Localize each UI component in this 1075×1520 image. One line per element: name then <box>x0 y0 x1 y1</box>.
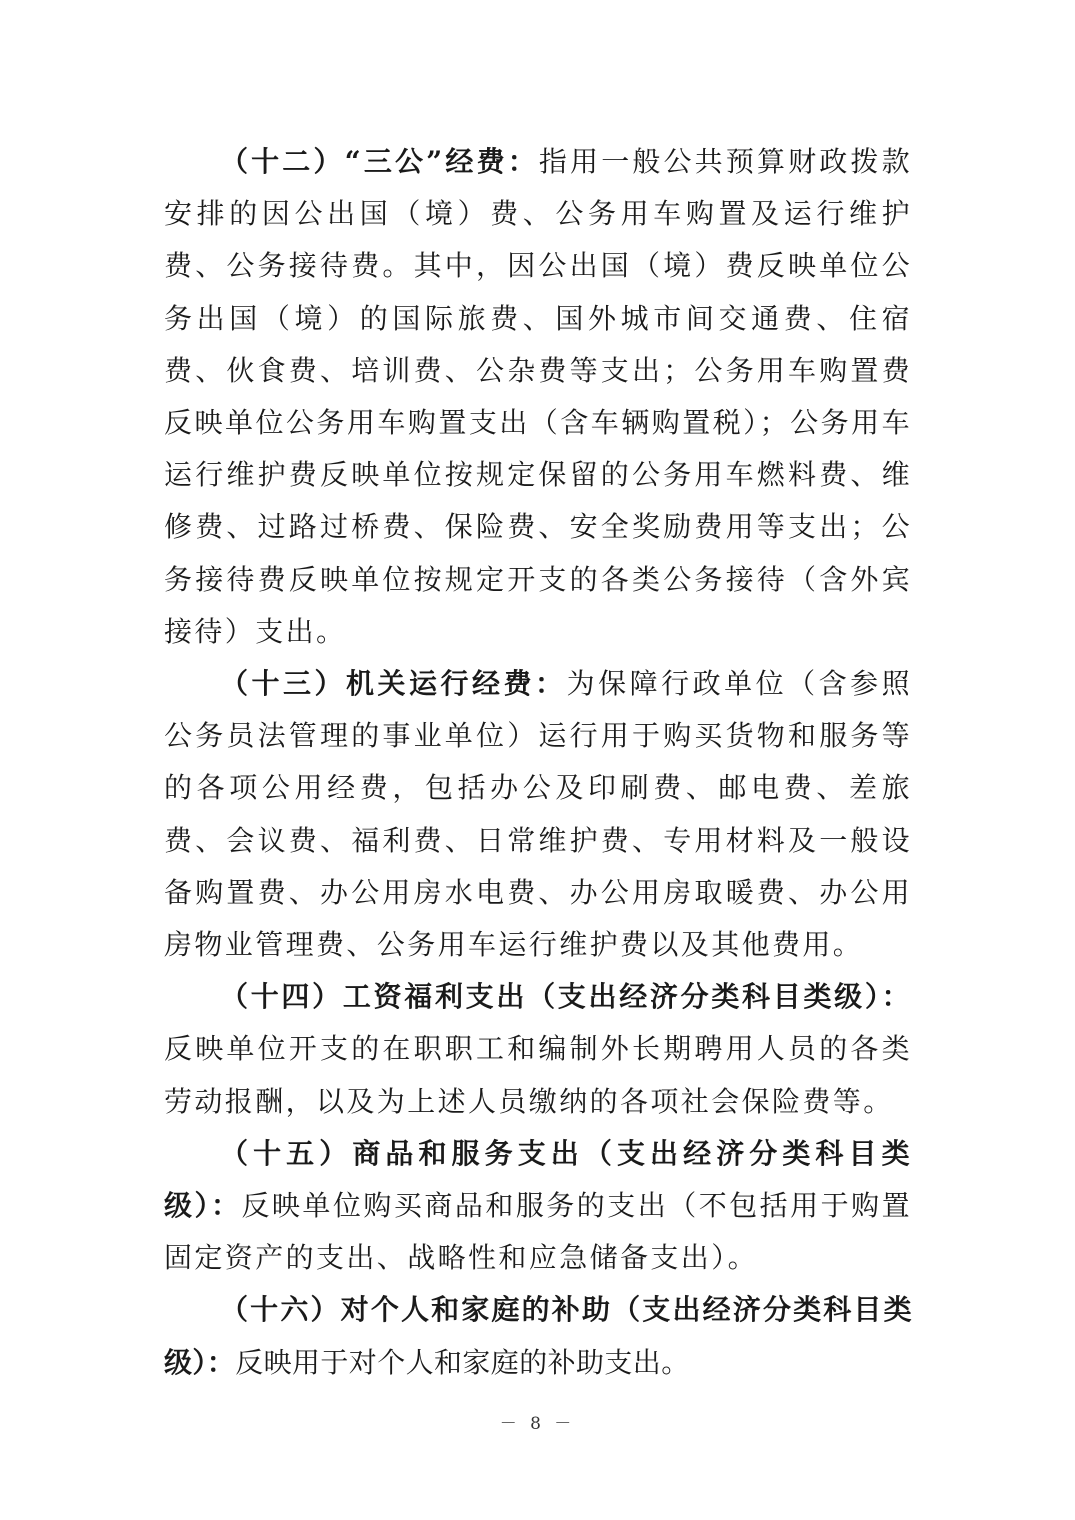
paragraph-sangong-funds <box>164 136 912 658</box>
definition-household-subsidies: 反映用于对个人和家庭的补助支出。 <box>235 1345 690 1379</box>
definition-sangong-funds: 指用一般公共预算财政拨款安排的因公出国（境）费、公务用车购置及运行维护费、公务接待费。其中，因公出国（境）费反映单位公务出国（境）的国际旅费、国外城市间交通费、住宿费、伙食费、培训费、公杂费等支出；公务用车购置费反映单位公务用车购置支出（含车辆购置税）；公务用车运行维护费反映单位按规定保留的公务用车燃料费、维修费、过路过桥费、保险费、安全奖励费用等支出；公务接待费反映单位按规定开支的各类公务接待（含外宾接待）支出。 <box>164 145 912 648</box>
document-body <box>164 136 912 1389</box>
definition-wages-welfare: 反映单位开支的在职职工和编制外长期聘用人员的各类劳动报酬，以及为上述人员缴纳的各项社会保险费等。 <box>164 1032 912 1118</box>
paragraph-goods-services <box>164 1128 912 1285</box>
term-household-subsidies: （十六）对个人和家庭的补助（支出经济分类科目类级）： <box>164 1293 912 1379</box>
term-sangong-funds: （十二）“三公”经费： <box>220 145 539 178</box>
term-agency-operating-funds: （十三）机关运行经费： <box>220 667 567 701</box>
paragraph-agency-operating-funds <box>164 658 912 971</box>
paragraph-wages-welfare <box>164 971 912 1128</box>
definition-agency-operating-funds: 为保障行政单位（含参照公务员法管理的事业单位）运行用于购买货物和服务等的各项公用经费，包括办公及印刷费、邮电费、差旅费、会议费、福利费、日常维护费、专用材料及一般设备购置费、办公用房水电费、办公用房取暖费、办公用房物业管理费、公务用车运行维护费以及其他费用。 <box>164 667 913 962</box>
page-number: － 8 － <box>499 1414 576 1434</box>
paragraph-household-subsidies <box>164 1284 912 1388</box>
term-wages-welfare: （十四）工资福利支出（支出经济分类科目类级）： <box>220 980 912 1014</box>
definition-goods-services: 反映单位购买商品和服务的支出（不包括用于购置固定资产的支出、战略性和应急储备支出）。 <box>164 1189 912 1275</box>
term-goods-services: （十五）商品和服务支出（支出经济分类科目类级）： <box>164 1136 912 1223</box>
